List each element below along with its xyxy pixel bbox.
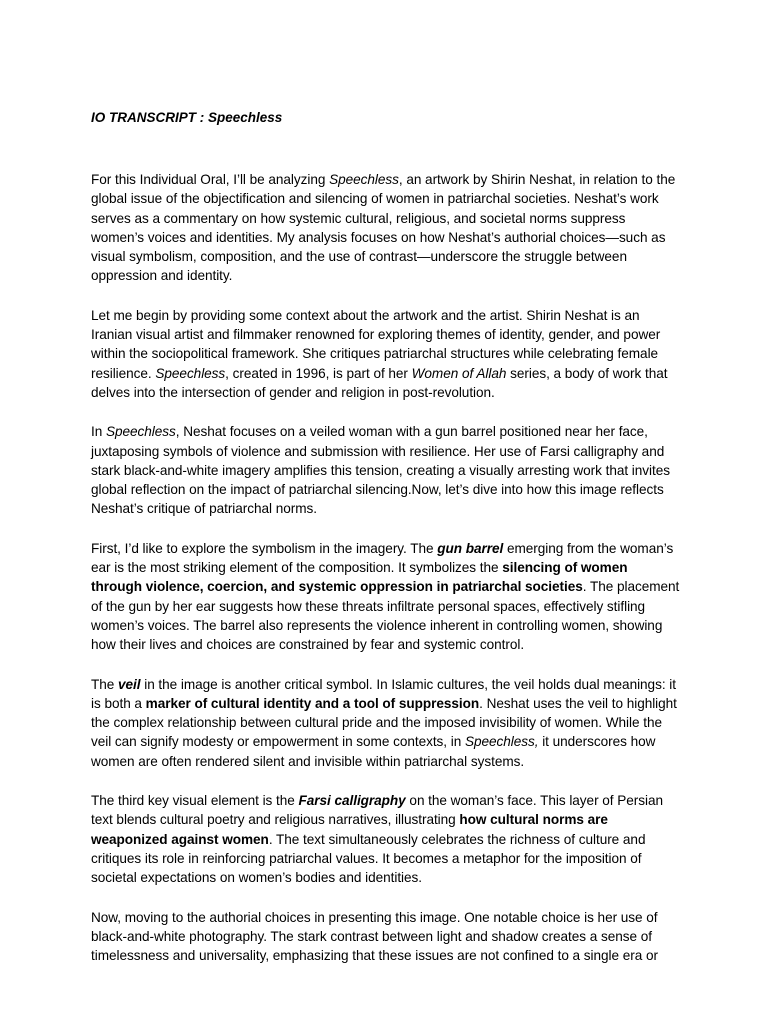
text-run: The third key visual element is the [91, 793, 299, 809]
emphasis-run: Speechless [105, 424, 176, 440]
emphasis-run: veil [118, 676, 141, 692]
text-run: , an artwork by Shirin Neshat, in relation to the global issue of the objectification and silencing of women in patriarchal societies. Neshat’s work serves as a commentary on how systemic cultural, religious, and societal norms suppress women’s voices and identities. My analysis focuses on how Neshat’s authorial choices—such as visual symbolism, composition, and the use of contrast—underscore the struggle between oppression and identity. [91, 172, 676, 284]
text-run: . The text simultaneously celebrates the richness of culture and critiques its role in reinforcing patriarchal values. It becomes a metaphor for the imposition of societal expectations on women’s bodies and identities. [91, 831, 646, 886]
text-run: First, I’d like to explore the symbolism in the imagery. The [91, 540, 438, 556]
paragraph-6 [91, 791, 680, 887]
text-run: in the image is another critical symbol. In Islamic cultures, the veil holds dual meanings: it is both a [91, 676, 676, 711]
text-run: it underscores how women are often rendered silent and invisible within patriarchal systems. [91, 734, 656, 769]
paragraph-3 [91, 422, 680, 518]
emphasis-run: Speechless, [464, 734, 539, 750]
text-run: . The placement of the gun by her ear suggests how these threats infiltrate personal spaces, effectively stifling women’s voices. The barrel also represents the violence inherent in controlling women, showing how their lives and choices are constrained by fear and systemic control. [91, 579, 680, 653]
text-run: Now, moving to the authorial choices in presenting this image. One notable choice is her use of black-and-white photography. The stark contrast between light and shadow creates a sense of timelessness and universality, emphasizing that these issues are not confined to a single era or [91, 909, 658, 964]
emphasis-run: Speechless [329, 172, 399, 187]
text-run: In [91, 424, 106, 440]
text-run: . Neshat uses the veil to highlight the complex relationship between cultural pride and the imposed invisibility of women. While the veil can signify modesty or empowerment in some contexts, in [91, 695, 677, 750]
emphasis-run: how cultural norms are weaponized against women [91, 812, 608, 847]
paragraph-7 [91, 908, 680, 966]
paragraph-1 [91, 170, 680, 286]
emphasis-run: silencing of women through violence, coercion, and systemic oppression in patriarchal societies [91, 560, 628, 595]
paragraph-4 [91, 539, 680, 655]
text-run: series, a body of work that delves into the intersection of gender and religion in post-revolution. [91, 365, 668, 400]
paragraph-2 [91, 306, 680, 402]
text-run: emerging from the woman’s ear is the most striking element of the composition. It symbolizes the [91, 540, 674, 576]
document-body [91, 170, 680, 965]
emphasis-run: marker of cultural identity and a tool of suppression [145, 695, 480, 711]
emphasis-run: Women of Allah [411, 365, 507, 381]
text-run: For this Individual Oral, I’ll be analyzing [91, 172, 330, 187]
emphasis-run: Farsi calligraphy [298, 793, 406, 809]
paragraph-5 [91, 675, 680, 771]
emphasis-run: gun barrel [437, 540, 504, 556]
text-run: Let me begin by providing some context about the artwork and the artist. Shirin Neshat is an Iranian visual artist and filmmaker renowned for exploring themes of identity, gender, and power within the sociopolitical framework. She critiques patriarchal structures while celebrating female resilience. [91, 307, 661, 381]
emphasis-run: Speechless [155, 365, 226, 381]
text-run: The [91, 676, 119, 692]
document-title: IO TRANSCRIPT : Speechless [91, 110, 283, 125]
text-run: , created in 1996, is part of her [225, 365, 412, 381]
text-run: , Neshat focuses on a veiled woman with a gun barrel positioned near her face, juxtaposing symbols of violence and submission with resilience. Her use of Farsi calligraphy and stark black-and-white imagery amplifies this tension, creating a visually arresting work that invites global reflection on the impact of patriarchal silencing.Now, let’s dive into how this image reflects Neshat’s critique of patriarchal norms. [91, 424, 670, 517]
text-run: on the woman’s face. This layer of Persian text blends cultural poetry and religious narratives, illustrating [91, 793, 663, 828]
